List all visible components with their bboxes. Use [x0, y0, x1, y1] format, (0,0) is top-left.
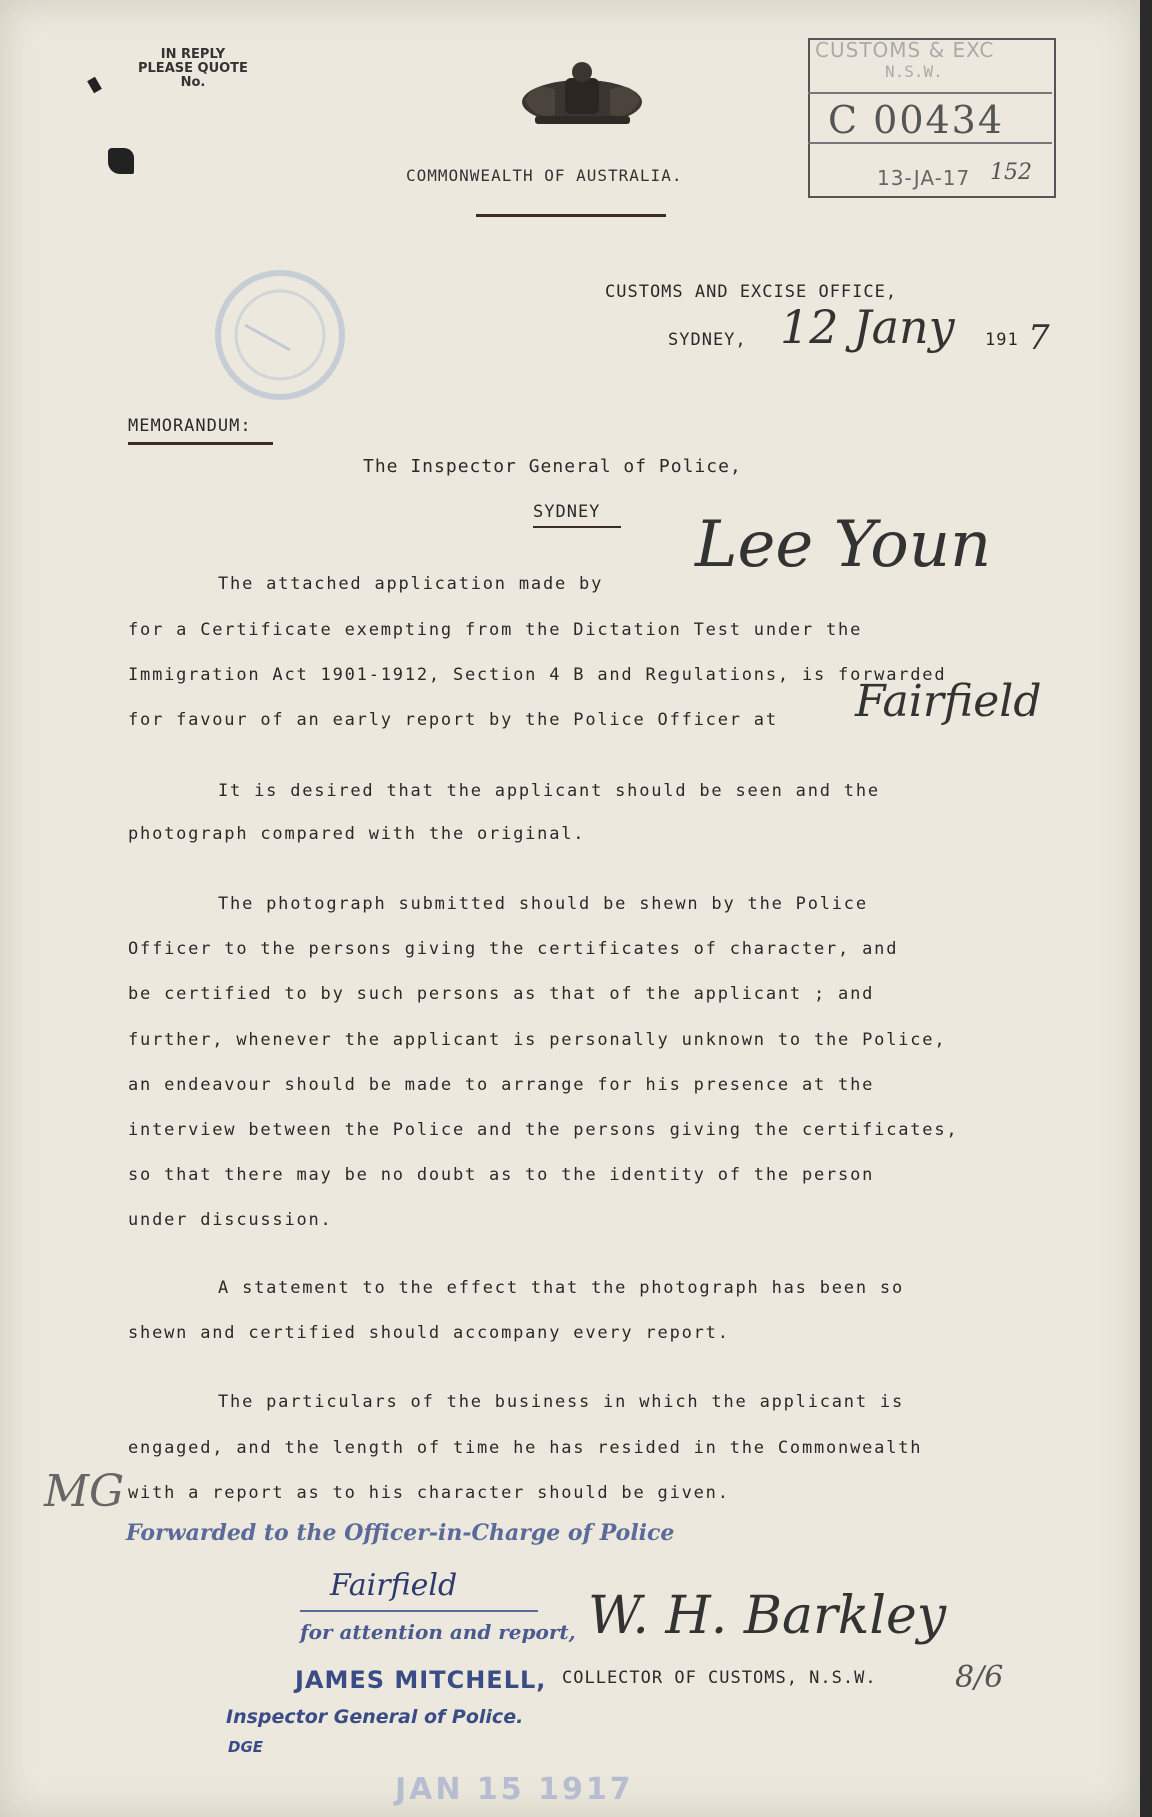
- memorandum-underline: [128, 442, 273, 445]
- body-line: The photograph submitted should be shewn by the Police: [218, 894, 868, 914]
- stamp-divider: [808, 142, 1052, 144]
- memorandum-label: MEMORANDUM:: [128, 416, 252, 436]
- government-heading: COMMONWEALTH OF AUSTRALIA.: [406, 166, 683, 185]
- stamp-state: N.S.W.: [885, 62, 943, 81]
- coat-of-arms-icon: [515, 60, 650, 128]
- body-line: It is desired that the applicant should be seen and the: [218, 781, 880, 801]
- body-line: The particulars of the business in which the applicant is: [218, 1392, 904, 1412]
- body-line: further, whenever the applicant is personally unknown to the Police,: [128, 1030, 947, 1050]
- handwritten-date: 12 Jany: [780, 300, 955, 354]
- collector-title: COLLECTOR OF CUSTOMS, N.S.W.: [562, 1668, 877, 1688]
- body-line: with a report as to his character should be given.: [128, 1483, 730, 1503]
- reply-line-3: No.: [180, 75, 206, 90]
- inspector-title: Inspector General of Police.: [226, 1706, 524, 1728]
- stamp-number: C 00434: [828, 98, 1005, 142]
- body-line: The attached application made by: [218, 574, 604, 594]
- forwarding-stamp: Forwarded to the Officer-in-Charge of Police: [126, 1520, 675, 1546]
- reply-line-2: PLEASE QUOTE: [138, 61, 248, 76]
- police-station: Fairfield: [855, 676, 1042, 727]
- body-line: A statement to the effect that the photograph has been so: [218, 1278, 904, 1298]
- received-date-stamp: JAN 15 1917: [395, 1772, 634, 1807]
- body-line: for favour of an early report by the Police Officer at: [128, 710, 778, 730]
- body-line: interview between the Police and the persons giving the certificates,: [128, 1120, 959, 1140]
- stamp-divider: [808, 92, 1052, 94]
- reply-reference: [138, 48, 248, 90]
- forwarding-place: Fairfield: [330, 1568, 458, 1603]
- city-underline: [533, 526, 621, 528]
- body-line: Immigration Act 1901-1912, Section 4 B and Regulations, is forwarded: [128, 665, 947, 685]
- handwritten-initials: 8/6: [955, 1660, 1004, 1695]
- stamp-heading: CUSTOMS & EXC: [815, 38, 995, 62]
- forwarding-underline: [300, 1610, 538, 1612]
- inspector-initials: DGE: [228, 1738, 264, 1756]
- applicant-name: Lee Youn: [695, 508, 992, 582]
- year-prefix: 191: [985, 330, 1019, 350]
- addressee-city: SYDNEY: [533, 502, 601, 522]
- handwritten-year: 7: [1028, 318, 1050, 358]
- body-line: Officer to the persons giving the certificates of character, and: [128, 939, 899, 959]
- body-line: under discussion.: [128, 1210, 333, 1230]
- addressee: The Inspector General of Police,: [363, 456, 742, 477]
- reply-line-1: IN REPLY: [160, 47, 226, 62]
- stamp-date: 13-JA-17: [877, 166, 971, 190]
- body-line: so that there may be no doubt as to the identity of the person: [128, 1165, 875, 1185]
- heading-rule: [476, 214, 666, 217]
- ink-mark: [87, 77, 102, 94]
- body-line: photograph compared with the original.: [128, 824, 586, 844]
- office-city: SYDNEY,: [668, 330, 747, 350]
- stamp-annotation: 152: [990, 160, 1032, 185]
- body-line: for a Certificate exempting from the Dictation Test under the: [128, 620, 863, 640]
- body-line: shewn and certified should accompany every report.: [128, 1323, 730, 1343]
- police-stamp-icon: [205, 265, 355, 405]
- body-line: engaged, and the length of time he has resided in the Commonwealth: [128, 1438, 923, 1458]
- margin-initials: MG: [44, 1466, 125, 1517]
- ink-blot: [108, 148, 134, 174]
- collector-signature: W. H. Barkley: [588, 1586, 947, 1646]
- body-line: be certified to by such persons as that of the applicant ; and: [128, 984, 875, 1004]
- forwarding-instruction: for attention and report,: [300, 1620, 576, 1644]
- office-name: CUSTOMS AND EXCISE OFFICE,: [605, 282, 898, 302]
- inspector-name: JAMES MITCHELL,: [295, 1666, 547, 1694]
- body-line: an endeavour should be made to arrange for his presence at the: [128, 1075, 875, 1095]
